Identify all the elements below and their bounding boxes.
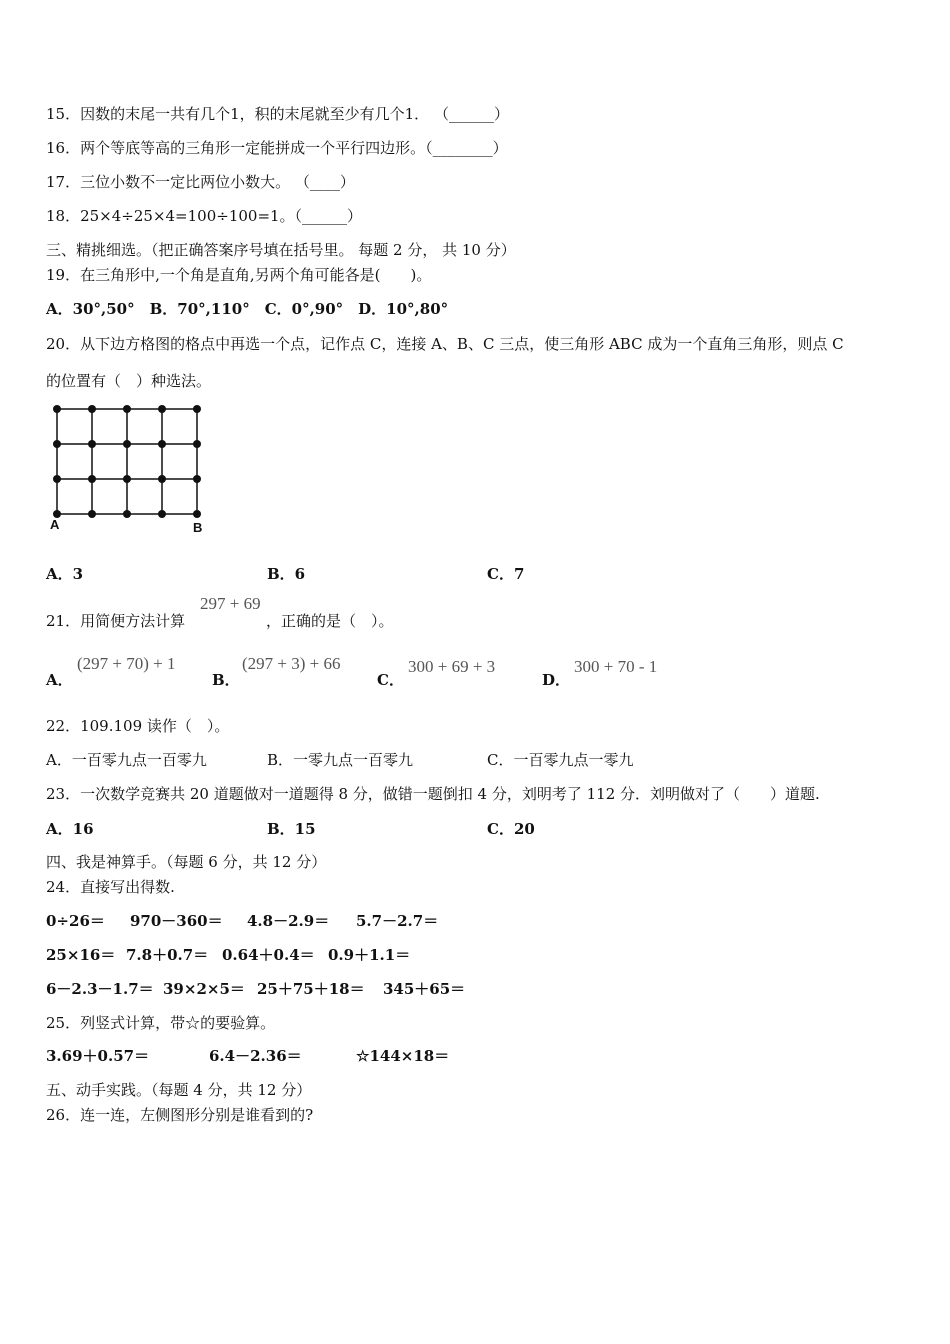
question-21-tail: ，正确的是（ ）。: [266, 612, 394, 630]
question-17: 17．三位小数不一定比两位小数大。 （____）: [46, 173, 355, 191]
question-21-option-a-label: A．: [46, 671, 73, 689]
grid-dot: [53, 440, 61, 448]
question-24: 24．直接写出得数.: [46, 878, 175, 896]
grid-dot: [88, 405, 96, 413]
calc-item: 25＋75＋18＝: [257, 980, 365, 998]
dot-grid-figure: [46, 398, 216, 538]
question-26: 26．连一连，左侧图形分别是谁看到的?: [46, 1106, 314, 1124]
question-19-options: A．30°,50° B．70°,110° C．0°,90° D．10°,80°: [46, 300, 449, 318]
question-16: 16．两个等底等高的三角形一定能拼成一个平行四边形。（________）: [46, 139, 508, 157]
grid-dot: [53, 405, 61, 413]
point-b-label: B: [193, 520, 203, 535]
grid-dot: [88, 510, 96, 518]
question-18: 18．25×4÷25×4=100÷100=1。（______）: [46, 207, 363, 225]
grid-dot: [123, 475, 131, 483]
question-22-option-c: C．一百零九点一零九: [487, 751, 634, 769]
question-21-option-d-expr: 300 + 70 - 1: [574, 657, 658, 676]
question-23-option-b: B．15: [267, 820, 316, 838]
grid-dot: [88, 440, 96, 448]
question-21-option-b-label: B．: [212, 671, 240, 689]
calc-item: 25×16＝: [46, 946, 116, 964]
question-20-line1: 20．从下边方格图的格点中再选一个点，记作点 C，连接 A、B、C 三点，使三角形 ABC 成为一个直角三角形，则点 C: [46, 335, 844, 353]
calc-item: 7.8＋0.7＝: [126, 946, 209, 964]
calc-item: 4.8－2.9＝: [247, 912, 330, 930]
question-20-option-a: A．3: [46, 565, 84, 583]
question-22: 22．109.109 读作（ ）。: [46, 717, 230, 735]
question-19: 19．在三角形中,一个角是直角,另两个角可能各是( )。: [46, 266, 432, 284]
section-4-heading: 四、我是神算手。（每题 6 分，共 12 分）: [46, 853, 327, 871]
grid-dot: [158, 405, 166, 413]
vertical-calc-item: 3.69＋0.57＝: [46, 1047, 150, 1065]
grid-dot: [193, 405, 201, 413]
question-22-option-a: A．一百零九点一百零九: [46, 751, 207, 769]
question-25: 25．列竖式计算，带☆的要验算。: [46, 1014, 276, 1032]
question-20-option-c: C．7: [487, 565, 525, 583]
grid-dot: [158, 440, 166, 448]
section-3-heading: 三、精挑细选。（把正确答案序号填在括号里。 每题 2 分， 共 10 分）: [46, 241, 516, 259]
question-22-option-b: B．一零九点一百零九: [267, 751, 414, 769]
grid-dot: [88, 475, 96, 483]
question-23-option-c: C．20: [487, 820, 535, 838]
question-21-option-b-expr: (297 + 3) + 66: [242, 654, 341, 673]
section-5-heading: 五、动手实践。（每题 4 分，共 12 分）: [46, 1081, 312, 1099]
question-20-line2: 的位置有（ ）种选法。: [46, 372, 212, 390]
grid-dot: [123, 405, 131, 413]
calc-item: 345＋65＝: [383, 980, 466, 998]
calc-item: 970－360＝: [130, 912, 223, 930]
question-21-option-c-expr: 300 + 69 + 3: [408, 657, 496, 676]
vertical-calc-item: ☆144×18＝: [356, 1047, 450, 1065]
question-21-text: 21．用简便方法计算: [46, 612, 186, 630]
dot-grid-svg: [46, 398, 216, 538]
grid-dot: [193, 440, 201, 448]
calc-item: 6－2.3－1.7＝: [46, 980, 154, 998]
question-21-option-d-label: D．: [542, 671, 571, 689]
calc-item: 5.7－2.7＝: [356, 912, 439, 930]
grid-lines: [57, 409, 197, 514]
question-15: 15．因数的末尾一共有几个1，积的末尾就至少有几个1． （______）: [46, 105, 509, 123]
question-23-option-a: A．16: [46, 820, 94, 838]
grid-dot: [158, 475, 166, 483]
question-21-option-a-expr: (297 + 70) + 1: [77, 654, 176, 673]
question-21-option-c-label: C．: [377, 671, 404, 689]
question-21-formula: 297 + 69: [200, 594, 261, 613]
grid-dot: [193, 475, 201, 483]
grid-dot: [123, 440, 131, 448]
question-20-option-b: B．6: [267, 565, 306, 583]
question-23: 23．一次数学竞赛共 20 道题做对一道题得 8 分，做错一题倒扣 4 分，刘明考了 112 分．刘明做对了（ ）道题.: [46, 785, 820, 803]
grid-dot: [158, 510, 166, 518]
point-a-label: A: [50, 517, 60, 532]
grid-dot: [53, 475, 61, 483]
grid-dot: [123, 510, 131, 518]
calc-item: 0.9＋1.1＝: [328, 946, 411, 964]
calc-item: 0÷26＝: [46, 912, 105, 930]
grid-dot-b: [193, 510, 201, 518]
vertical-calc-item: 6.4－2.36＝: [209, 1047, 302, 1065]
calc-item: 39×2×5＝: [163, 980, 245, 998]
calc-item: 0.64＋0.4＝: [222, 946, 315, 964]
